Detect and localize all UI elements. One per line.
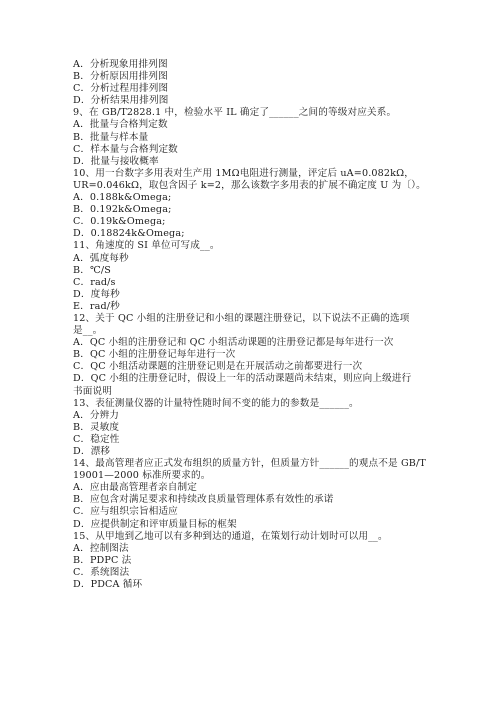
- option-line: A．分辨力: [73, 409, 120, 421]
- question-10-cont: UR=0.046kΩ，取包含因子 k=2，那么该数字多用表的扩展不确定度 U 为〔）。: [73, 179, 426, 191]
- option-line: B．批量与样本量: [73, 131, 149, 143]
- option-line: D．批量与接收概率: [73, 155, 159, 167]
- option-line: C．QC 小组活动课题的注册登记则是在开展活动之前都要进行一次: [73, 361, 363, 373]
- question-12-cont: 是__。: [73, 325, 103, 337]
- option-line: E．rad/秒: [73, 300, 120, 312]
- option-line: D．应提供制定和评审质量目标的框架: [73, 518, 237, 530]
- option-line: A．0.188k&Omega;: [73, 192, 172, 204]
- option-line: A．应由最高管理者亲自制定: [73, 482, 198, 494]
- question-10: 10、用一台数字多用表对生产用 1MΩ电阻进行测量，评定后 uA=0.082kΩ，: [73, 167, 414, 179]
- option-line: A．控制图法: [73, 542, 129, 554]
- question-11: 11、角速度的 SI 单位可写成__。: [73, 240, 220, 252]
- option-line: B．QC 小组的注册登记每年进行一次: [73, 349, 236, 361]
- question-15: 15、从甲地到乙地可以有多种到达的通道，在策划行动计划时可以用__。: [73, 530, 388, 542]
- option-line-cont: 书面说明: [73, 385, 112, 397]
- option-line: D．QC 小组的注册登记时，假设上一年的活动课题尚未结束，则应向上级进行: [73, 373, 412, 385]
- option-line: B．0.192k&Omega;: [73, 204, 172, 216]
- option-line: D．PDCA 循环: [73, 579, 143, 591]
- option-line: C．样本量与合格判定数: [73, 143, 178, 155]
- question-9: 9、在 GB/T2828.1 中，检验水平 IL 确定了______之间的等级对应关系。: [73, 107, 397, 119]
- option-line: B．应包含对满足要求和持续改良质量管理体系有效性的承诺: [73, 494, 334, 506]
- option-line: D．0.18824k&Omega;: [73, 228, 185, 240]
- option-line: B．分析原因用排列图: [73, 71, 168, 83]
- question-14-cont: 19001—2000 标准所要求的。: [73, 470, 211, 482]
- option-line: D．分析结果用排列图: [73, 95, 169, 107]
- option-line: C．rad/s: [73, 276, 116, 288]
- option-line: D．漂移: [73, 446, 111, 457]
- option-line: B．灵敏度: [73, 421, 120, 433]
- question-14: 14、最高管理者应正式发布组织的质量方针，但质量方针______的观点不是 GB/T: [73, 458, 426, 470]
- option-line: A．QC 小组的注册登记和 QC 小组活动课题的注册登记都是每年进行一次: [73, 337, 394, 349]
- option-line: C．0.19k&Omega;: [73, 216, 166, 228]
- option-line: B．℃/S: [73, 264, 111, 276]
- option-line: D．度每秒: [73, 288, 120, 300]
- option-line: A．弧度每秒: [73, 252, 129, 264]
- option-line: A．批量与合格判定数: [73, 119, 168, 131]
- option-line: B．PDPC 法: [73, 554, 132, 566]
- question-13: 13、表征测量仪器的计量特性随时间不变的能力的参数是______。: [73, 397, 359, 409]
- option-line: C．应与组织宗旨相适应: [73, 506, 178, 518]
- question-12: 12、关于 QC 小组的注册登记和小组的课题注册登记，以下说法不正确的选项: [73, 312, 410, 324]
- option-line: C．稳定性: [73, 433, 120, 445]
- option-line: A．分析现象用排列图: [73, 59, 168, 70]
- option-line: C．分析过程用排列图: [73, 83, 169, 95]
- option-line: C．系统图法: [73, 566, 130, 578]
